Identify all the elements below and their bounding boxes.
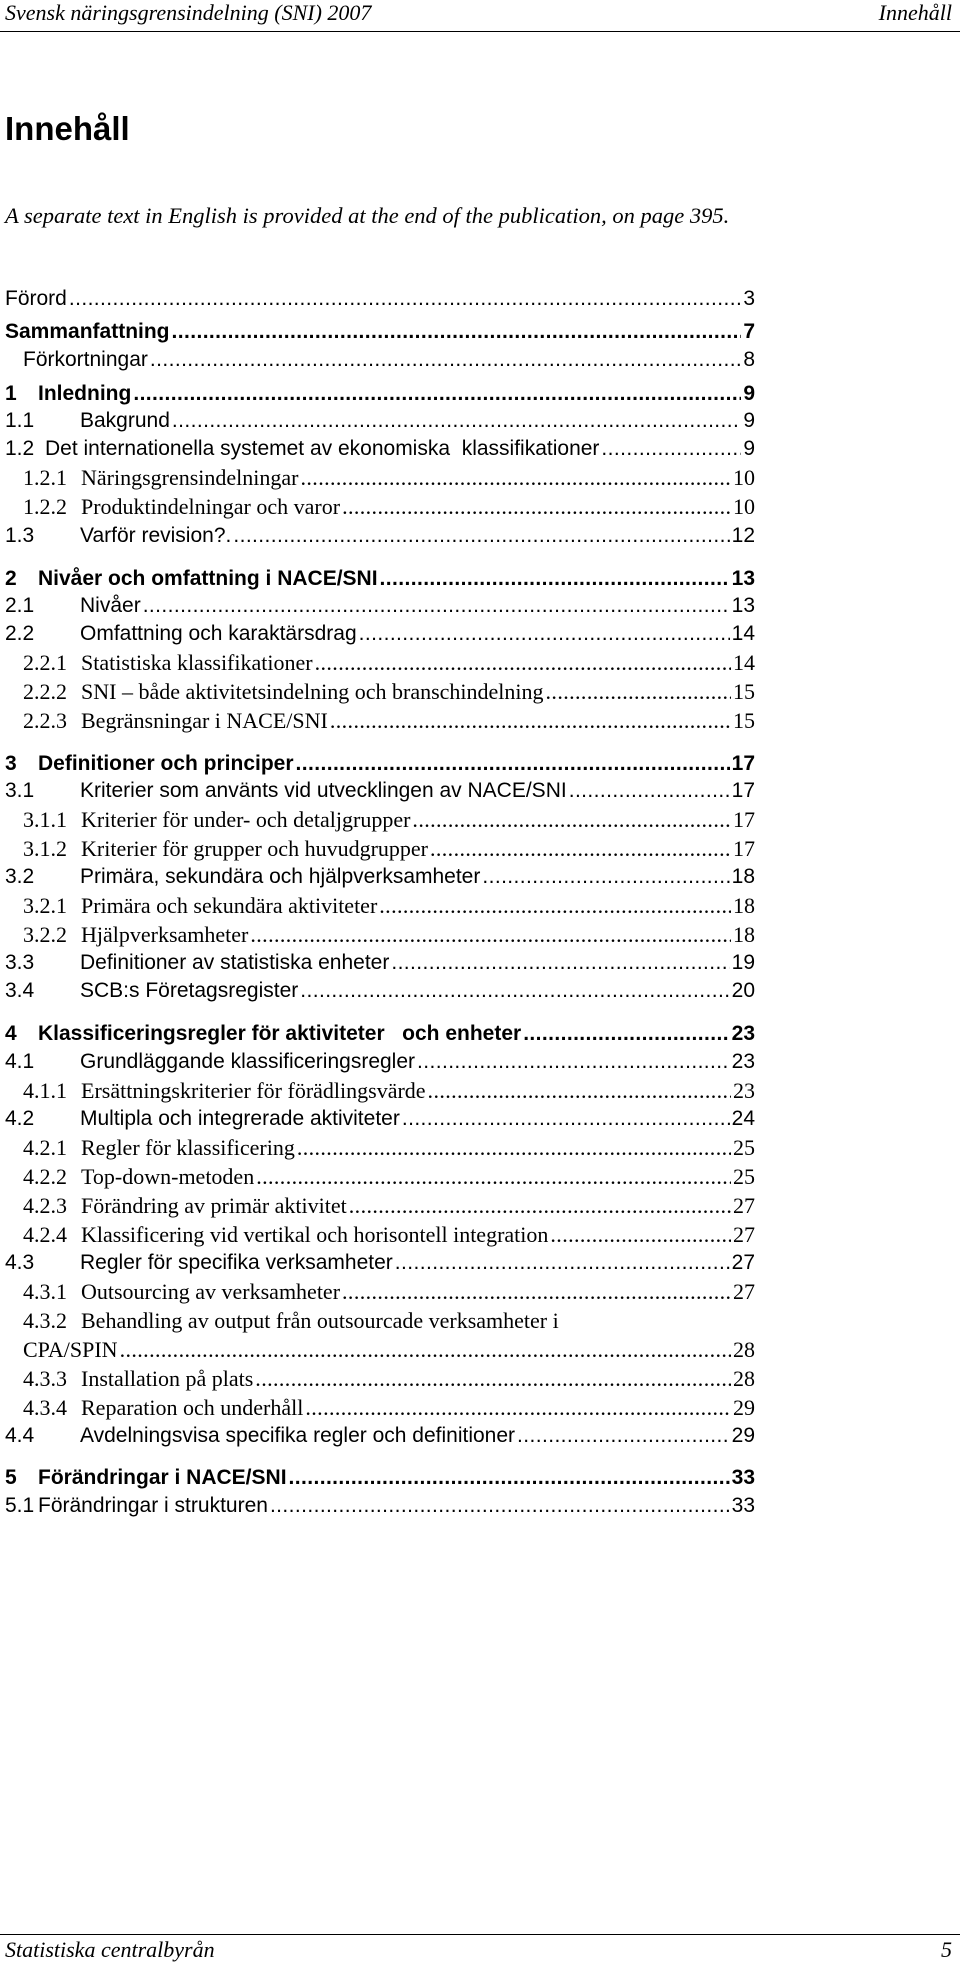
- toc-entry-page: 23: [731, 1022, 755, 1045]
- toc-entry-label: Hjälpverksamheter: [81, 922, 249, 947]
- toc-entry[interactable]: [5, 948, 755, 978]
- toc-leader: [546, 677, 731, 707]
- toc-entry-page: 17: [731, 779, 755, 802]
- toc-entry[interactable]: [5, 776, 755, 806]
- toc-entry-number: 4.4: [5, 1424, 35, 1447]
- toc-entry-label: Primära och sekundära aktiviteter: [81, 893, 378, 918]
- toc-entry-label: Klassificeringsregler för aktiviteter och enheter: [38, 1022, 522, 1045]
- toc-entry[interactable]: [23, 1335, 755, 1365]
- toc-entry-number: 4.3.1: [23, 1279, 67, 1304]
- toc-entry-page: 17: [733, 836, 755, 861]
- toc-entry-page: 10: [733, 465, 755, 490]
- toc-leader: [150, 345, 741, 375]
- toc-entry-page: 28: [733, 1366, 755, 1391]
- toc-entry-page: 25: [733, 1164, 755, 1189]
- page-header: [0, 0, 960, 32]
- toc-leader: [133, 379, 741, 409]
- toc-entry[interactable]: [5, 434, 755, 464]
- toc-entry-page: 7: [743, 320, 755, 343]
- toc-leader: [297, 1133, 731, 1163]
- toc-entry-label: Top-down-metoden: [81, 1164, 255, 1189]
- toc-entry[interactable]: [23, 1306, 755, 1336]
- toc-entry-page: 19: [731, 951, 755, 974]
- toc-entry-number: 1.2: [5, 437, 35, 460]
- toc-entry-number: 3.4: [5, 979, 35, 1002]
- toc-entry-label: Omfattning och karaktärsdrag: [80, 622, 357, 645]
- toc-leader: [289, 1463, 730, 1493]
- toc-entry[interactable]: [23, 1191, 755, 1221]
- toc-leader: [255, 1364, 731, 1394]
- toc-entry-label: Nivåer: [80, 594, 141, 617]
- toc-entry[interactable]: [5, 564, 755, 594]
- toc-entry-label: Sammanfattning: [5, 320, 170, 343]
- toc-entry[interactable]: [23, 1133, 755, 1163]
- toc-entry-page: 9: [743, 409, 755, 432]
- toc-entry[interactable]: [5, 976, 755, 1006]
- toc-entry-label: Kriterier som använts vid utvecklingen av NACE/SNI: [80, 779, 567, 802]
- toc-entry-label: Produktindelningar och varor: [81, 494, 341, 519]
- toc-entry-number: 1.2.1: [23, 465, 67, 490]
- toc-entry-page: 9: [743, 382, 755, 405]
- toc-entry-label: Statistiska klassifikationer: [81, 650, 313, 675]
- toc-entry-page: 18: [733, 893, 755, 918]
- toc-leader: [380, 564, 730, 594]
- toc-entry-label: Kriterier för under- och detaljgrupper: [81, 807, 411, 832]
- toc-leader: [550, 1220, 731, 1250]
- toc-leader: [305, 1393, 731, 1423]
- toc-entry-number: 5: [5, 1466, 17, 1489]
- toc-entry-number: 2.2.1: [23, 650, 67, 675]
- toc-entry[interactable]: [23, 648, 755, 678]
- toc-entry-page: 17: [733, 807, 755, 832]
- toc-entry-page: 3: [743, 287, 755, 310]
- toc-entry-page: 27: [733, 1279, 755, 1304]
- toc-leader: [523, 1019, 729, 1049]
- toc-entry[interactable]: [23, 1393, 755, 1423]
- toc-leader: [412, 805, 731, 835]
- toc-entry[interactable]: [5, 862, 755, 892]
- toc-entry-page: 14: [733, 650, 755, 675]
- toc-leader: [395, 1248, 730, 1278]
- toc-entry-number: 3.2.2: [23, 922, 67, 947]
- toc-entry-label: Multipla och integrerade aktiviteter: [80, 1107, 400, 1130]
- toc-entry-label: Primära, sekundära och hjälpverksamheter: [80, 865, 481, 888]
- toc-entry-page: 23: [731, 1050, 755, 1073]
- toc-entry[interactable]: [23, 706, 755, 736]
- toc-leader: [359, 619, 730, 649]
- toc-leader: [296, 749, 730, 779]
- toc-entry-number: 4.2.2: [23, 1164, 67, 1189]
- toc-entry-label: Regler för klassificering: [81, 1135, 295, 1160]
- header-section-title: Innehåll: [878, 0, 952, 25]
- toc-leader: [172, 406, 741, 436]
- toc-entry[interactable]: [5, 1248, 755, 1278]
- toc-entry-page: 14: [731, 622, 755, 645]
- toc-entry-page: 27: [731, 1251, 755, 1274]
- toc-entry-number: 1.1: [5, 409, 35, 432]
- toc-leader: [250, 920, 731, 950]
- toc-entry-number: 4.2: [5, 1107, 35, 1130]
- toc-entry-number: 3.1.1: [23, 807, 67, 832]
- toc-leader: [315, 648, 731, 678]
- toc-leader: [233, 521, 729, 551]
- toc-leader: [517, 1421, 730, 1451]
- english-note: A separate text in English is provided at the end of the publication, on page 395.: [5, 203, 730, 228]
- toc-entry-label: Begränsningar i NACE/SNI: [81, 708, 328, 733]
- toc-leader: [569, 776, 730, 806]
- toc-entry-number: 4.3.3: [23, 1366, 67, 1391]
- toc-leader: [330, 706, 731, 736]
- toc-entry-label: Ersättningskriterier för förädlingsvärde: [81, 1078, 426, 1103]
- toc-entry-label: Förändring av primär aktivitet: [81, 1193, 347, 1218]
- toc-entry-page: 27: [733, 1222, 755, 1247]
- toc-leader: [402, 1104, 730, 1134]
- toc-entry[interactable]: [23, 677, 755, 707]
- toc-entry-page: 28: [733, 1337, 755, 1362]
- toc-leader: [172, 317, 742, 347]
- toc-entry-page: 12: [731, 524, 755, 547]
- toc-entry-label: Nivåer och omfattning i NACE/SNI: [38, 567, 378, 590]
- toc-entry[interactable]: [5, 1019, 755, 1049]
- toc-entry[interactable]: [5, 1463, 755, 1493]
- toc-entry-number: 4.3.4: [23, 1395, 67, 1420]
- footer-rule: [0, 1934, 960, 1935]
- header-rule: [0, 31, 960, 32]
- toc-entry-page: 23: [733, 1078, 755, 1103]
- toc-entry-number: 3.1.2: [23, 836, 67, 861]
- toc-leader: [349, 1191, 731, 1221]
- toc-entry-page: 15: [733, 679, 755, 704]
- toc-entry-label: Inledning: [38, 382, 132, 405]
- toc-leader: [417, 1047, 730, 1077]
- toc-entry-page: 33: [731, 1494, 755, 1517]
- toc-entry[interactable]: [23, 834, 755, 864]
- toc-entry[interactable]: [23, 920, 755, 950]
- toc-leader: [120, 1335, 731, 1365]
- toc-entry-label: Det internationella systemet av ekonomiska klassifikationer: [45, 437, 600, 460]
- toc-leader: [430, 834, 731, 864]
- toc-entry[interactable]: [5, 1047, 755, 1077]
- toc-entry-label: Reparation och underhåll: [81, 1395, 304, 1420]
- toc-entry-page: 17: [731, 752, 755, 775]
- toc-entry-number: 4.3: [5, 1251, 35, 1274]
- toc-leader: [300, 976, 729, 1006]
- toc-leader: [69, 284, 741, 314]
- toc-entry-label: Förkortningar: [23, 348, 148, 371]
- toc-leader: [342, 1277, 731, 1307]
- toc-entry-page: 29: [731, 1424, 755, 1447]
- toc-entry-number: 4.2.3: [23, 1193, 67, 1218]
- page-title: Innehåll: [5, 110, 130, 147]
- toc-entry-label: Varför revision?.: [80, 524, 232, 547]
- toc-entry-page: 29: [733, 1395, 755, 1420]
- toc-entry[interactable]: [23, 1277, 755, 1307]
- toc-entry-number: 2: [5, 567, 17, 590]
- header-publication-title: Svensk näringsgrensindelning (SNI) 2007: [5, 0, 372, 25]
- toc-entry-page: 27: [733, 1193, 755, 1218]
- toc-entry-page: 33: [731, 1466, 755, 1489]
- toc-entry-number: 2.2.3: [23, 708, 67, 733]
- toc-entry[interactable]: [23, 492, 755, 522]
- toc-entry-label: SCB:s Företagsregister: [80, 979, 299, 1002]
- toc-entry-number: 1: [5, 382, 17, 405]
- toc-leader: [342, 492, 731, 522]
- toc-entry-page: 10: [733, 494, 755, 519]
- toc-entry[interactable]: [5, 619, 755, 649]
- footer-publisher: Statistiska centralbyrån: [5, 1937, 215, 1962]
- toc-entry[interactable]: [23, 1076, 755, 1106]
- toc-entry-label: Klassificering vid vertikal och horisontell integration: [81, 1222, 549, 1247]
- toc-entry-label: Behandling av output från outsourcade verksamheter i: [81, 1308, 559, 1333]
- toc-entry-label: Installation på plats: [81, 1366, 254, 1391]
- toc-entry[interactable]: [5, 406, 755, 436]
- toc-entry-number: 1.3: [5, 524, 35, 547]
- toc-entry-number: 4.2.1: [23, 1135, 67, 1160]
- toc-entry-page: 24: [731, 1107, 755, 1130]
- toc-entry[interactable]: [5, 521, 755, 551]
- toc-entry-page: 20: [731, 979, 755, 1002]
- toc-entry-number: 5.1: [5, 1494, 35, 1517]
- toc-entry-label: Outsourcing av verksamheter: [81, 1279, 341, 1304]
- toc-entry-label: Grundläggande klassificeringsregler: [80, 1050, 416, 1073]
- toc-entry-number: 3.3: [5, 951, 35, 974]
- toc-entry-number: 4.3.2: [23, 1308, 67, 1333]
- toc-entry[interactable]: [23, 805, 755, 835]
- toc-entry[interactable]: [23, 463, 755, 493]
- toc-entry[interactable]: [5, 1104, 755, 1134]
- toc-entry-page: 9: [743, 437, 755, 460]
- toc-entry-number: 2.2.2: [23, 679, 67, 704]
- toc-entry-page: 13: [731, 594, 755, 617]
- toc-entry[interactable]: [5, 1491, 755, 1521]
- toc-entry-page: 25: [733, 1135, 755, 1160]
- toc-entry-label: Definitioner av statistiska enheter: [80, 951, 390, 974]
- toc-entry-number: 3.2: [5, 865, 35, 888]
- toc-entry[interactable]: [5, 1421, 755, 1451]
- toc-leader: [428, 1076, 731, 1106]
- toc-leader: [391, 948, 729, 978]
- toc-entry[interactable]: [5, 317, 755, 347]
- toc-entry[interactable]: [23, 891, 755, 921]
- toc-entry-page: 15: [733, 708, 755, 733]
- toc-entry-number: 2.1: [5, 594, 35, 617]
- footer-page-number: 5: [941, 1937, 952, 1962]
- toc-entry-number: 1.2.2: [23, 494, 67, 519]
- toc-entry-number: 3.2.1: [23, 893, 67, 918]
- toc-entry-page: 18: [733, 922, 755, 947]
- toc-entry-label: Förändringar i NACE/SNI: [38, 1466, 287, 1489]
- toc-entry[interactable]: [23, 1220, 755, 1250]
- toc-entry-number: 4: [5, 1022, 17, 1045]
- toc-entry[interactable]: [23, 1162, 755, 1192]
- toc-entry-label: CPA/SPIN: [23, 1337, 118, 1362]
- toc-entry-label: Kriterier för grupper och huvudgrupper: [81, 836, 428, 861]
- toc-entry-page: 18: [731, 865, 755, 888]
- toc-entry-number: 4.1.1: [23, 1078, 67, 1103]
- toc-entry-number: 3.1: [5, 779, 35, 802]
- toc-entry-number: 2.2: [5, 622, 35, 645]
- toc-entry[interactable]: [23, 1364, 755, 1394]
- toc-leader: [143, 591, 730, 621]
- toc-entry[interactable]: [5, 284, 755, 314]
- toc-entry-label: Näringsgrensindelningar: [81, 465, 299, 490]
- toc-entry[interactable]: [5, 749, 755, 779]
- toc-entry-label: Förändringar i strukturen: [38, 1494, 268, 1517]
- toc-entry-label: Avdelningsvisa specifika regler och definitioner: [80, 1424, 516, 1447]
- toc-entry-label: Förord: [5, 287, 67, 310]
- toc-entry-label: Bakgrund: [80, 409, 170, 432]
- toc-entry-label: Definitioner och principer: [38, 752, 294, 775]
- toc-entry[interactable]: [5, 591, 755, 621]
- toc-leader: [256, 1162, 731, 1192]
- toc-entry[interactable]: [5, 379, 755, 409]
- toc-entry-page: 8: [743, 348, 755, 371]
- toc-leader: [482, 862, 729, 892]
- toc-leader: [301, 463, 732, 493]
- toc-entry-number: 4.1: [5, 1050, 35, 1073]
- toc-entry-label: Regler för specifika verksamheter: [80, 1251, 393, 1274]
- toc-leader: [379, 891, 731, 921]
- toc-entry[interactable]: [23, 345, 755, 375]
- toc-entry-number: 3: [5, 752, 17, 775]
- toc-entry-number: 4.2.4: [23, 1222, 67, 1247]
- toc-entry-label: SNI – både aktivitetsindelning och branschindelning: [81, 679, 544, 704]
- toc-entry-page: 13: [731, 567, 755, 590]
- toc-leader: [270, 1491, 730, 1521]
- toc-leader: [601, 434, 741, 464]
